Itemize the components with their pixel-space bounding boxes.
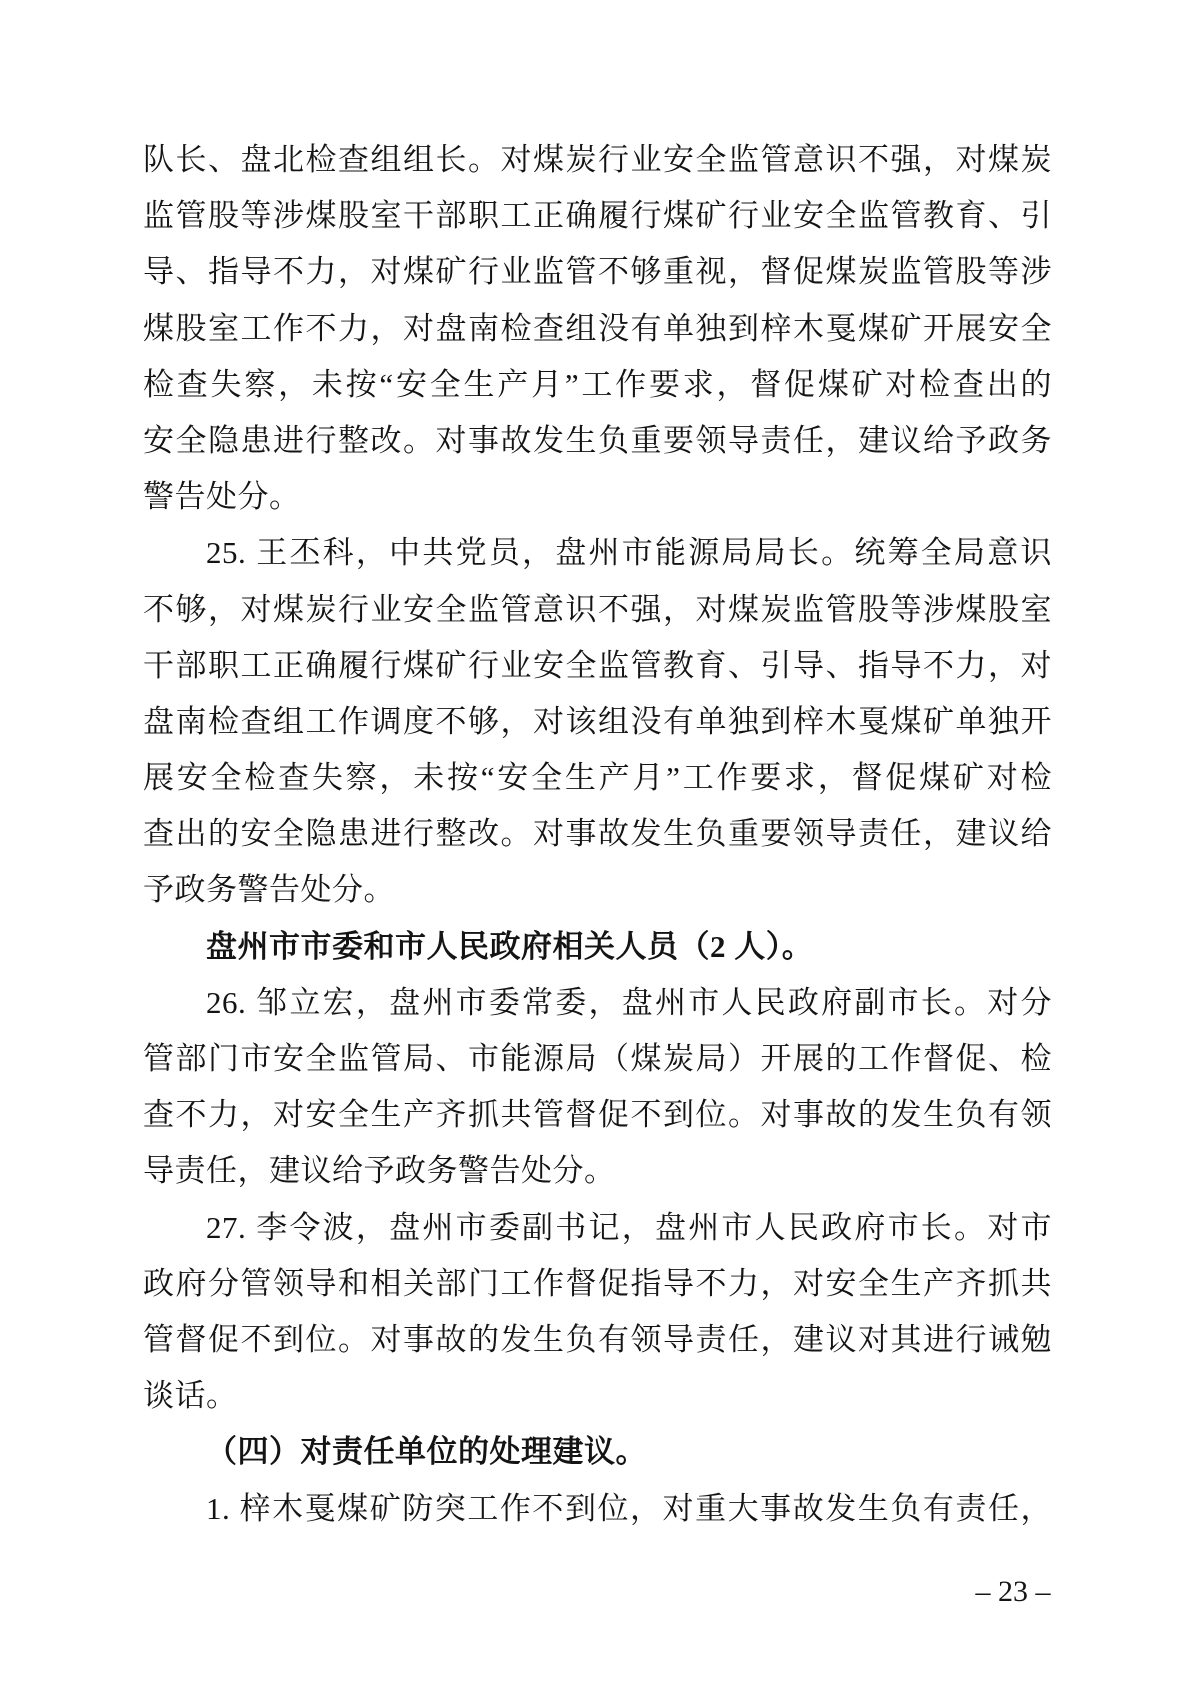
- text-line: 管督促不到位。对事故的发生负有领导责任，建议对其进行诫勉: [143, 1321, 1052, 1357]
- text-line: 谈话。: [143, 1378, 238, 1414]
- text-line: 煤股室工作不力，对盘南检查组没有单独到梓木戛煤矿开展安全: [143, 310, 1052, 346]
- text-line: 安全隐患进行整改。对事故发生负重要领导责任，建议给予政务: [143, 422, 1052, 458]
- text-line: 干部职工正确履行煤矿行业安全监管教育、引导、指导不力，对: [143, 647, 1052, 683]
- text-line: 26. 邹立宏，盘州市委常委，盘州市人民政府副市长。对分: [206, 984, 1052, 1020]
- heading-line: 盘州市市委和市人民政府相关人员（2 人）。: [206, 928, 814, 964]
- text-line: 1. 梓木戛煤矿防突工作不到位，对重大事故发生负有责任，: [206, 1490, 1052, 1526]
- text-line: 队长、盘北检查组组长。对煤炭行业安全监管意识不强，对煤炭: [143, 142, 1052, 177]
- page-number: – 23 –: [975, 1575, 1051, 1608]
- text-line: 盘南检查组工作调度不够，对该组没有单独到梓木戛煤矿单独开: [143, 703, 1052, 739]
- document-body: [143, 132, 1052, 1537]
- text-line: 警告处分。: [143, 479, 301, 515]
- text-line: 导、指导不力，对煤矿行业监管不够重视，督促煤炭监管股等涉: [143, 254, 1052, 290]
- text-line: 25. 王丕科，中共党员，盘州市能源局局长。统筹全局意识: [206, 535, 1052, 571]
- text-line: 27. 李令波，盘州市委副书记，盘州市人民政府市长。对市: [206, 1209, 1052, 1245]
- text-line: 导责任，建议给予政务警告处分。: [143, 1153, 616, 1189]
- text-line: 予政务警告处分。: [143, 872, 395, 908]
- text-line: 展安全检查失察，未按“安全生产月”工作要求，督促煤矿对检: [143, 760, 1052, 796]
- text-line: 不够，对煤炭行业安全监管意识不强，对煤炭监管股等涉煤股室: [143, 591, 1052, 627]
- text-line: 查出的安全隐患进行整改。对事故发生负重要领导责任，建议给: [143, 816, 1052, 852]
- text-line: 查不力，对安全生产齐抓共管督促不到位。对事故的发生负有领: [143, 1097, 1052, 1133]
- text-line: 检查失察，未按“安全生产月”工作要求，督促煤矿对检查出的: [143, 366, 1052, 402]
- text-line: 管部门市安全监管局、市能源局（煤炭局）开展的工作督促、检: [143, 1041, 1052, 1076]
- text-line: 监管股等涉煤股室干部职工正确履行煤矿行业安全监管教育、引: [143, 198, 1052, 234]
- heading-line: （四）对责任单位的处理建议。: [206, 1434, 647, 1470]
- text-line: 政府分管领导和相关部门工作督促指导不力，对安全生产齐抓共: [143, 1265, 1052, 1301]
